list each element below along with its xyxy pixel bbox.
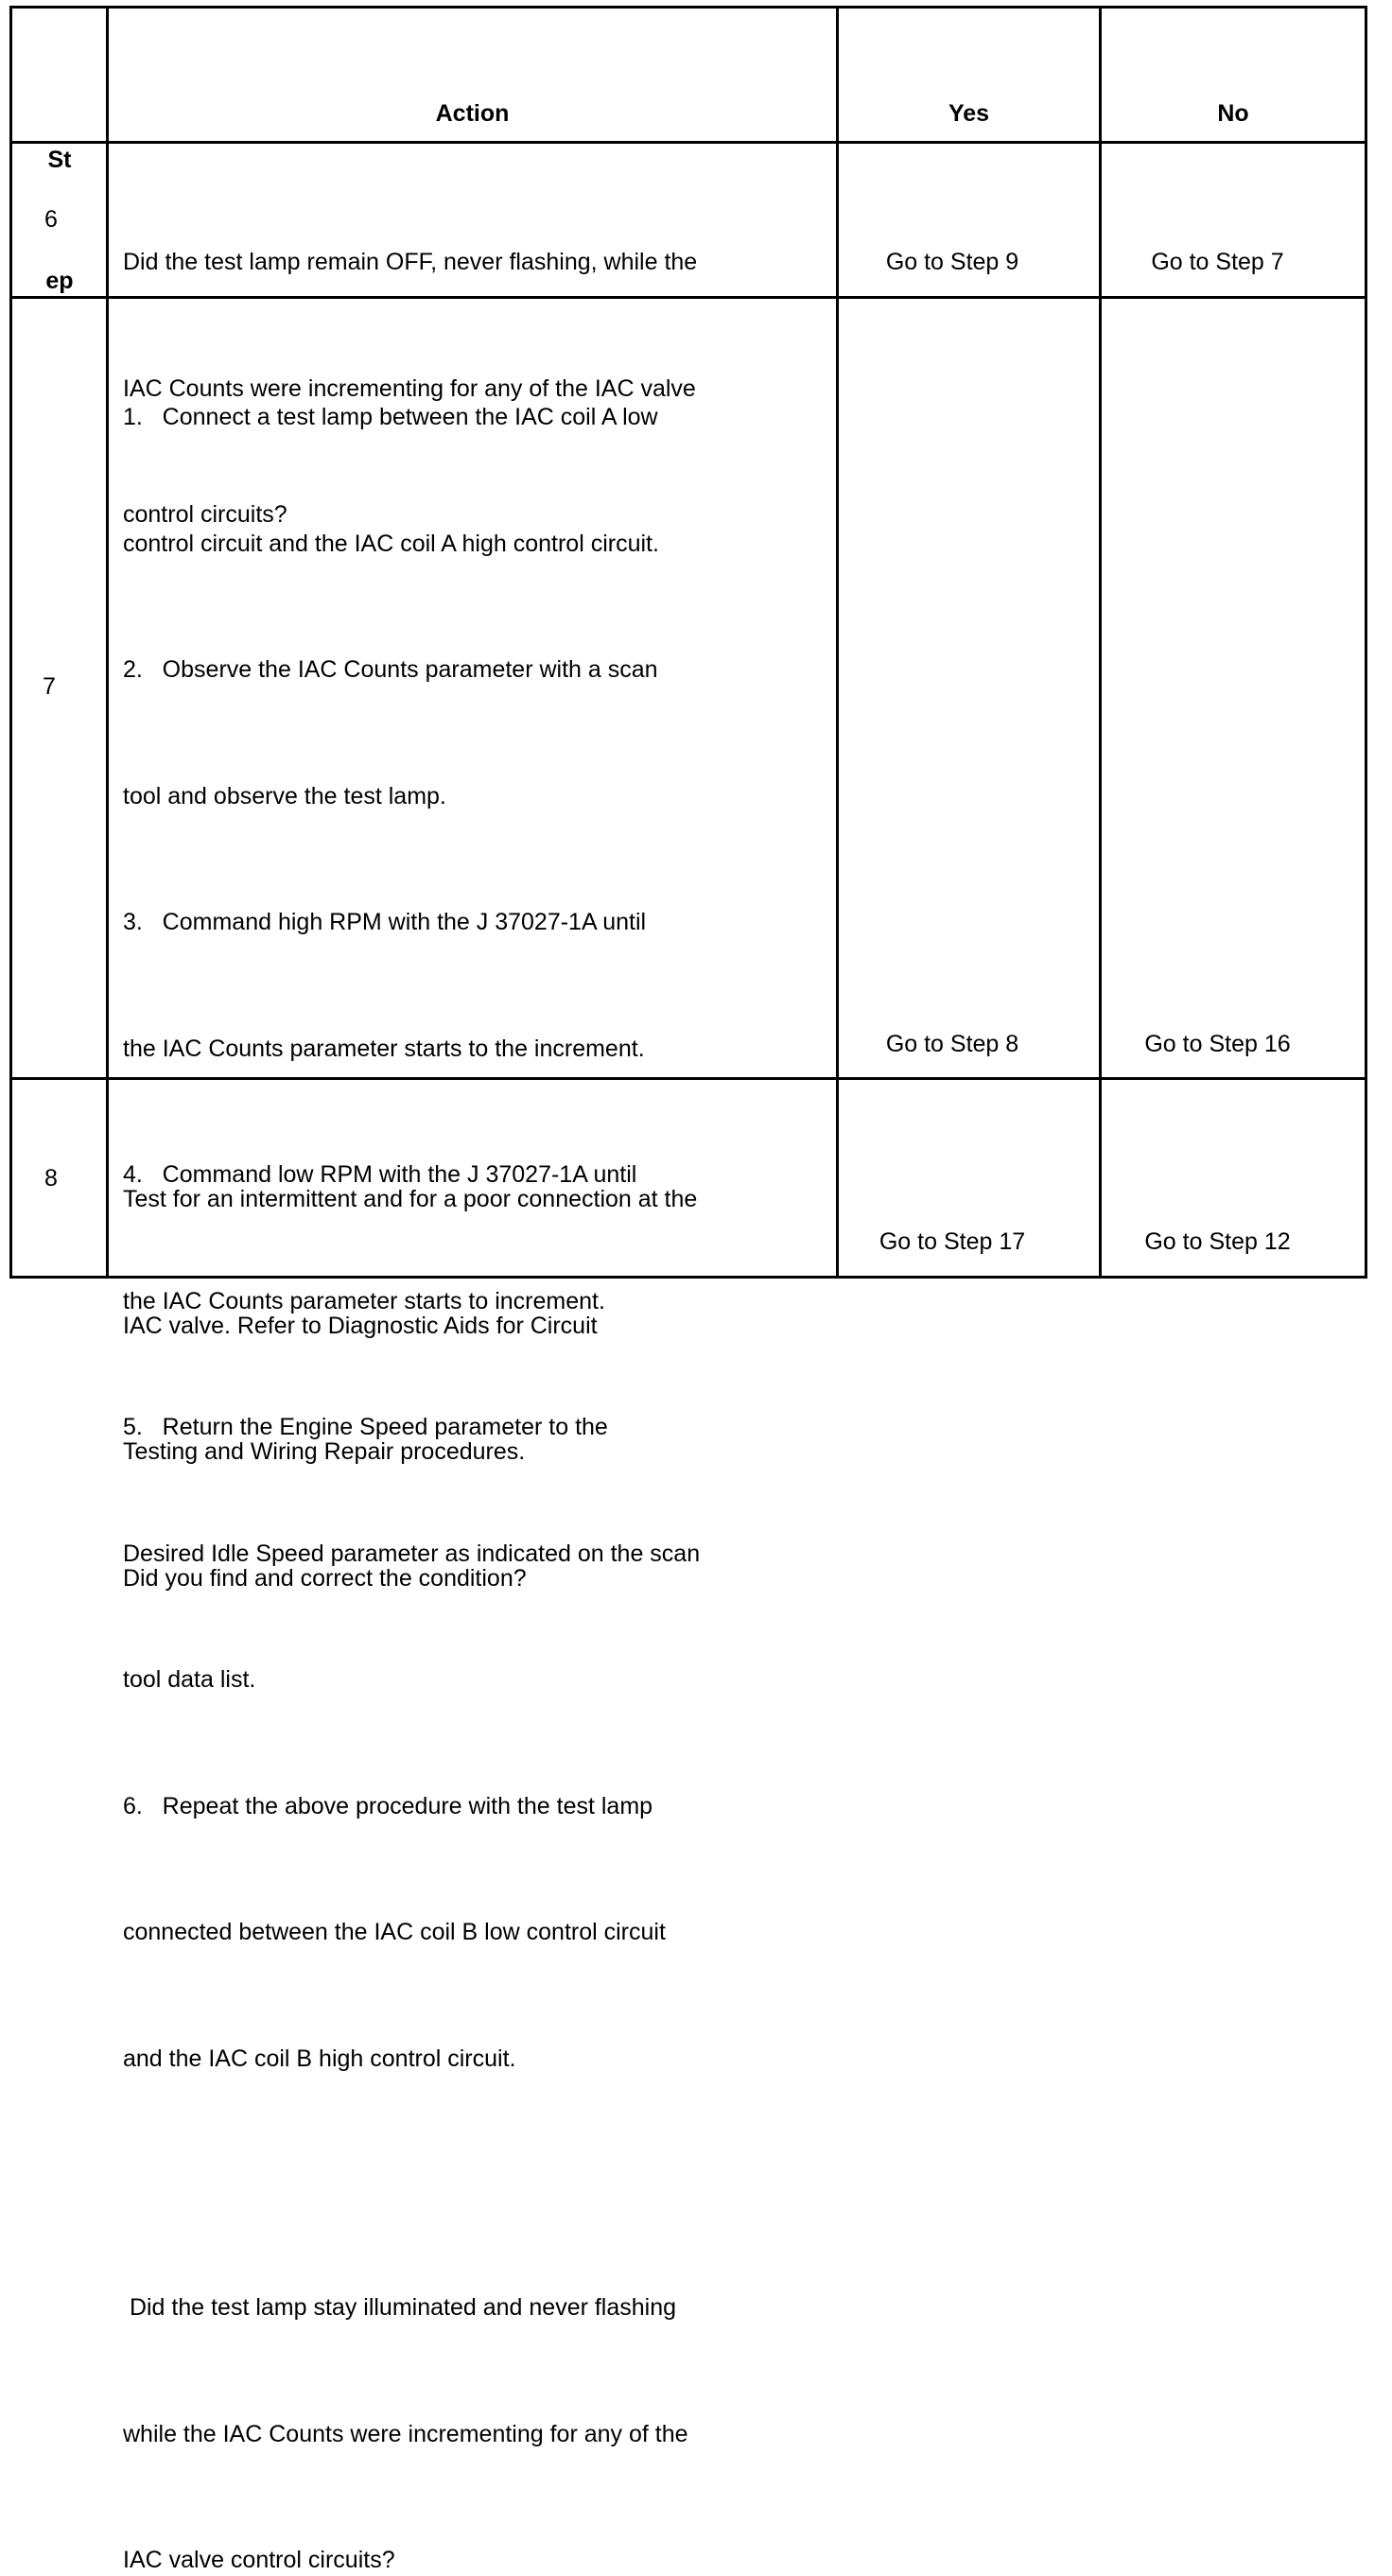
no-outcome: Go to Step 16	[1144, 1031, 1291, 1057]
action-text: Did the test lamp remain OFF, never flashing, while the IAC Counts were incrementing for any of the IAC valve control circuits?	[123, 249, 698, 528]
header-action: Action	[435, 100, 510, 127]
action-text: 1. Connect a test lamp between the IAC coil A low control circuit and the IAC coil A high control circuit. 2. Observe the IAC Counts parameter with a scan tool and observe the test lamp. 3. Command high RPM with the J 37027-1A until the IAC Counts parameter starts to the increment. 4. Command low RPM with the J 37027-1A until the IAC Counts parameter starts to increment. 5. Return the Engine Speed parameter to the Desired Idle Speed parameter as indicated on the scan tool data list. 6. Repeat the above procedure with the test lamp connected between the IAC coil B low control circuit and the IAC coil B high control circuit. Did the test lamp stay illuminated and never flashing while the IAC Counts were incrementing for any of the IAC valve control circuits?	[123, 404, 701, 2573]
column-divider	[836, 6, 839, 1279]
action-text: Test for an intermittent and for a poor connection at the IAC valve. Refer to Diagnostic Aids for Circuit Testing and Wiring Repair procedures. Did you find and correct the condition?	[123, 1186, 698, 1592]
step-number: 6	[44, 206, 58, 233]
step-number: 7	[43, 673, 56, 700]
row-divider	[9, 141, 1367, 144]
no-outcome: Go to Step 12	[1144, 1228, 1291, 1255]
yes-outcome: Go to Step 9	[885, 249, 1019, 275]
header-yes: Yes	[948, 100, 990, 127]
column-divider	[1099, 6, 1102, 1279]
yes-outcome: Go to Step 17	[879, 1228, 1026, 1255]
yes-outcome: Go to Step 8	[885, 1031, 1019, 1057]
header-step: St ep	[45, 147, 74, 294]
no-outcome: Go to Step 7	[1151, 249, 1284, 275]
step-number: 8	[44, 1165, 58, 1192]
header-no: No	[1217, 100, 1249, 127]
column-divider	[106, 6, 109, 1279]
